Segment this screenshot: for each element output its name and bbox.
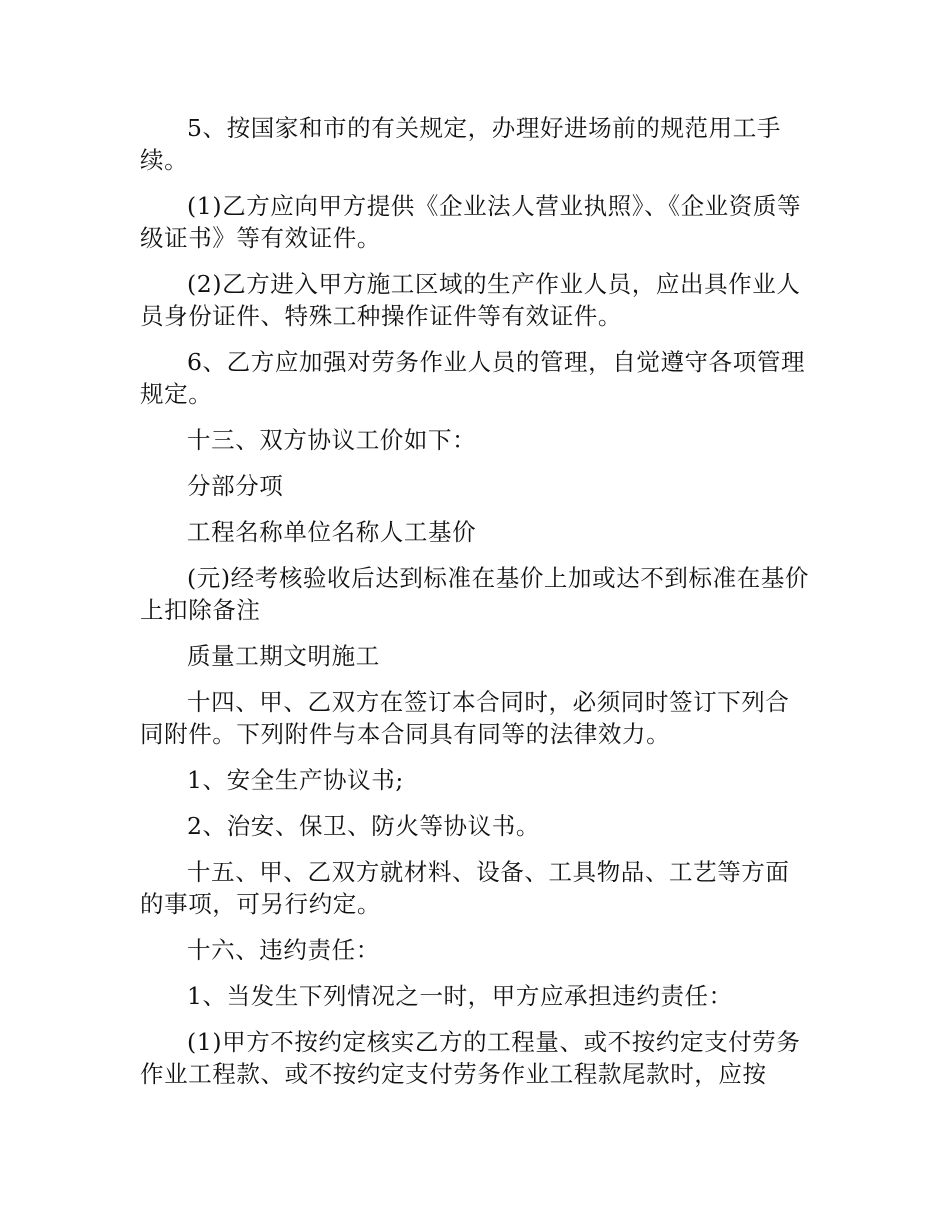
paragraph-breach-1: 1、当发生下列情况之一时，甲方应承担违约责任： [187,982,733,1010]
paragraph-price-note: (元)经考核验收后达到标准在基价上加或达不到标准在基价上扣除备注 [140,564,810,624]
paragraph-quality-schedule: 质量工期文明施工 [187,642,380,670]
document-body [140,112,812,1104]
paragraph-clause-5-2: (2)乙方进入甲方施工区域的生产作业人员，应出具作业人员身份证件、特殊工种操作证件等有效证件。 [140,270,801,330]
paragraph-attachment-2: 2、治安、保卫、防火等协议书。 [187,812,540,840]
paragraph-breach-1-1: (1)甲方不按约定核实乙方的工程量、或不按约定支付劳务作业工程款、或不按约定支付劳务作业工程款尾款时，应按 [140,1028,801,1088]
section-heading-13: 十三、双方协议工价如下： [187,426,477,454]
paragraph-subitem-header: 分部分项 [187,472,284,500]
section-heading-14: 十四、甲、乙双方在签订本合同时，必须同时签订下列合同附件。下列附件与本合同具有同等的法律效力。 [140,688,790,748]
paragraph-clause-6: 6、乙方应加强对劳务作业人员的管理，自觉遵守各项管理规定。 [140,348,806,408]
paragraph-clause-5-1: (1)乙方应向甲方提供《企业法人营业执照》、《企业资质等级证书》等有效证件。 [140,192,802,252]
paragraph-attachment-1: 1、安全生产协议书; [187,766,404,794]
section-heading-15: 十五、甲、乙双方就材料、设备、工具物品、工艺等方面的事项，可另行约定。 [140,858,790,918]
paragraph-clause-5: 5、按国家和市的有关规定，办理好进场前的规范用工手续。 [140,114,781,174]
section-heading-16: 十六、违约责任： [187,936,380,964]
paragraph-project-header: 工程名称单位名称人工基价 [187,518,477,546]
